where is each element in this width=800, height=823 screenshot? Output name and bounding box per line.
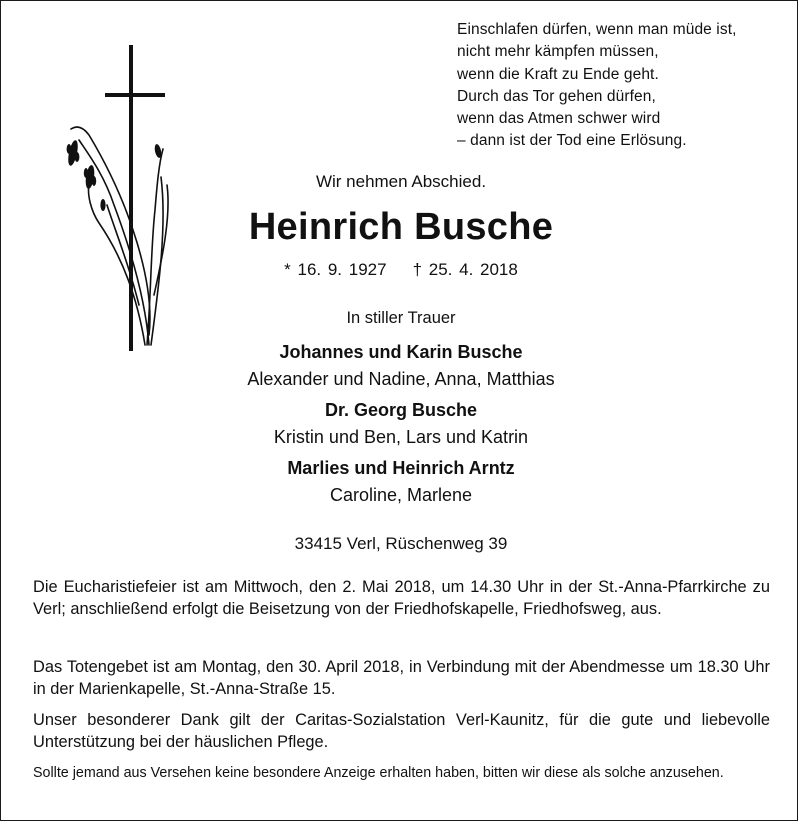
life-dates bbox=[161, 260, 641, 280]
poem-line: wenn das Atmen schwer wird bbox=[457, 110, 661, 128]
family-head: Johannes und Karin Busche bbox=[279, 342, 523, 362]
prayer-paragraph: Das Totengebet ist am Montag, den 30. April 2018, in Verbindung mit der Abendmesse um 18.30 Uhr in der Marienkapelle, St.-Anna-Straße 15. bbox=[33, 658, 770, 699]
intro-text: Wir nehmen Abschied. bbox=[315, 172, 487, 191]
family-head: Dr. Georg Busche bbox=[324, 400, 478, 420]
poem bbox=[457, 19, 787, 153]
poem-line: Durch das Tor gehen dürfen, bbox=[457, 87, 656, 105]
family-members: Kristin und Ben, Lars und Katrin bbox=[273, 427, 529, 447]
deceased-name: Heinrich Busche bbox=[248, 206, 554, 248]
family-head: Marlies und Heinrich Arntz bbox=[287, 458, 515, 478]
poem-line: – dann ist der Tod eine Erlösung. bbox=[457, 132, 687, 150]
birth-date: * 16. 9. 1927 bbox=[284, 260, 387, 279]
poem-line: Einschlafen dürfen, wenn man müde ist, bbox=[457, 21, 737, 38]
death-date: † 25. 4. 2018 bbox=[412, 260, 518, 279]
address: 33415 Verl, Rüschenweg 39 bbox=[294, 534, 508, 553]
family-members: Alexander und Nadine, Anna, Matthias bbox=[247, 369, 555, 389]
mass-paragraph: Die Eucharistiefeier ist am Mittwoch, den 2. Mai 2018, um 14.30 Uhr in der St.-Anna-Pfarrkirche zu Verl; anschließend erfolgt die Beisetzung von der Friedhofskapelle, Friedhofsweg, aus. bbox=[33, 578, 770, 619]
footnote: Sollte jemand aus Versehen keine besondere Anzeige erhalten haben, bitten wir diese als solche anzusehen. bbox=[33, 765, 724, 781]
family-members: Caroline, Marlene bbox=[329, 485, 473, 505]
mourning-text: In stiller Trauer bbox=[346, 309, 456, 327]
thanks-paragraph: Unser besonderer Dank gilt der Caritas-Sozialstation Verl-Kaunitz, für die gute und liebevolle Unterstützung bei der häuslichen Pflege. bbox=[33, 711, 770, 752]
poem-line: wenn die Kraft zu Ende geht. bbox=[457, 65, 659, 83]
poem-line: nicht mehr kämpfen müssen, bbox=[457, 43, 659, 61]
